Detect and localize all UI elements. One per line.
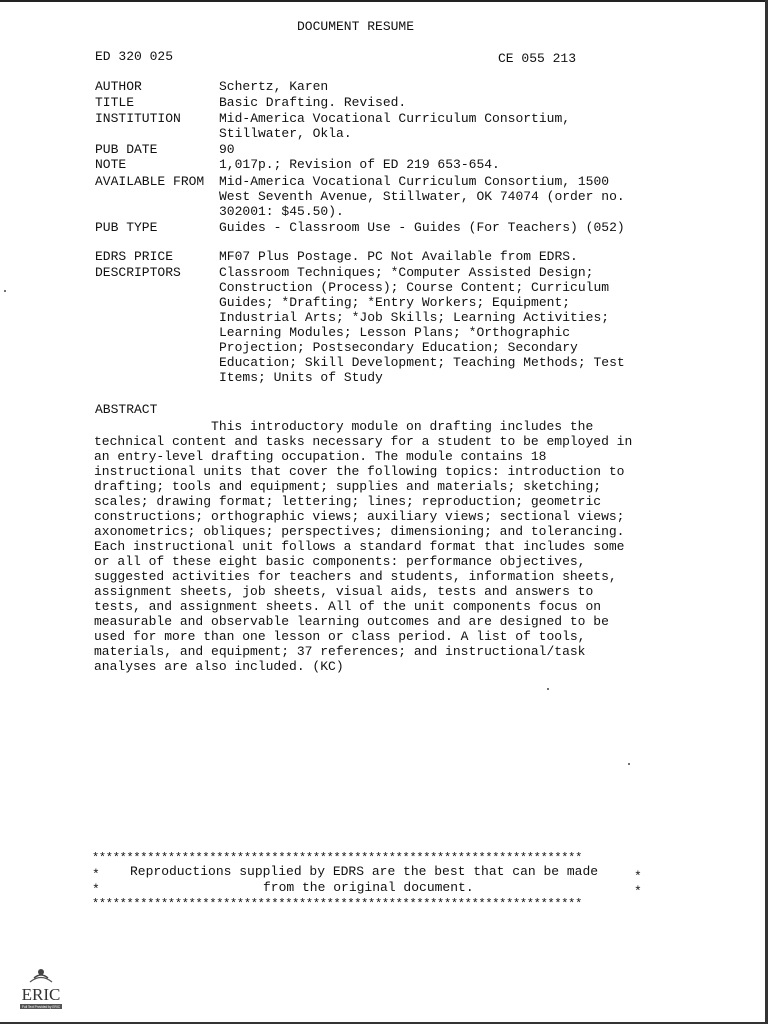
meta-label: NOTE (95, 157, 127, 172)
abstract-line: axonometrics; obliques; perspectives; dimensioning; and tolerancing. (94, 524, 625, 539)
meta-value-line: 90 (219, 142, 235, 157)
ed-number: ED 320 025 (95, 49, 174, 64)
abstract-line: instructional units that cover the following topics: introduction to (94, 464, 625, 479)
star-rule-top: *********************************************************************** (92, 851, 582, 865)
meta-value (219, 95, 406, 110)
scan-speck (4, 290, 6, 292)
abstract-line: Each instructional unit follows a standard format that includes some (94, 539, 625, 554)
scan-speck (547, 688, 549, 690)
star-left-2: * (92, 882, 100, 897)
meta-value-line: Projection; Postsecondary Education; Secondary (219, 340, 578, 355)
reproduction-notice-line-2: from the original document. (263, 880, 474, 895)
abstract-text (94, 419, 654, 674)
meta-value-line: Stillwater, Okla. (219, 126, 352, 141)
meta-label: PUB DATE (95, 142, 158, 157)
meta-value (219, 174, 625, 219)
star-right-2: * (634, 884, 642, 899)
meta-value (219, 249, 578, 264)
abstract-line: used for more than one lesson or class period. A list of tools, (94, 629, 586, 644)
meta-value-line: Guides - Classroom Use - Guides (For Teachers) (052) (219, 220, 625, 235)
meta-label: PUB TYPE (95, 220, 158, 235)
meta-value (219, 111, 570, 141)
ce-number: CE 055 213 (498, 51, 577, 66)
scan-speck (628, 763, 630, 765)
meta-value-line: Guides; *Drafting; *Entry Workers; Equipment; (219, 295, 571, 310)
abstract-line: assignment sheets, job sheets, visual aids, tests and answers to (94, 584, 594, 599)
star-rule-bottom: *********************************************************************** (92, 897, 582, 911)
meta-value (219, 157, 500, 172)
abstract-line: tests, and assignment sheets. All of the unit components focus on (94, 599, 602, 614)
meta-value-line: Construction (Process); Course Content; Curriculum (219, 280, 610, 295)
meta-value-line: Mid-America Vocational Curriculum Consortium, 1500 (219, 174, 610, 189)
meta-value (219, 79, 328, 94)
abstract-line: measurable and observable learning outcomes and are designed to be (94, 614, 609, 629)
meta-label: INSTITUTION (95, 111, 181, 126)
abstract-line: technical content and tasks necessary for a student to be employed in (94, 434, 633, 449)
meta-value-line: Items; Units of Study (219, 370, 383, 385)
meta-value-line: 302001: $45.50). (219, 204, 344, 219)
abstract-line: suggested activities for teachers and students, information sheets, (94, 569, 617, 584)
meta-value (219, 142, 235, 157)
eric-logo-text: ERIC (21, 985, 61, 1004)
meta-value-line: Basic Drafting. Revised. (219, 95, 407, 110)
abstract-label: ABSTRACT (95, 402, 158, 417)
abstract-line: an entry-level drafting occupation. The module contains 18 (94, 449, 547, 464)
meta-label: EDRS PRICE (95, 249, 174, 264)
meta-value-line: 1,017p.; Revision of ED 219 653-654. (219, 157, 500, 172)
eric-logo (12, 964, 70, 1012)
abstract-line: scales; drawing format; lettering; lines; reproduction; geometric (94, 494, 602, 509)
abstract-line: materials, and equipment; 37 references; and instructional/task (94, 644, 586, 659)
abstract-line: constructions; orthographic views; auxiliary views; sectional views; (94, 509, 625, 524)
scan-top-edge (0, 0, 768, 2)
star-left-1: * (92, 867, 100, 882)
meta-value-line: Education; Skill Development; Teaching Methods; Test (219, 355, 625, 370)
meta-value-line: Industrial Arts; *Job Skills; Learning Activities; (219, 310, 610, 325)
abstract-line: analyses are also included. (KC) (94, 659, 344, 674)
meta-label: DESCRIPTORS (95, 265, 181, 280)
meta-value-line: Classroom Techniques; *Computer Assisted Design; (219, 265, 594, 280)
document-title: DOCUMENT RESUME (297, 19, 415, 34)
meta-label: TITLE (95, 95, 135, 110)
abstract-line: or all of these eight basic components: performance objectives, (94, 554, 586, 569)
meta-label: AVAILABLE FROM (95, 174, 205, 189)
abstract-line: drafting; tools and equipment; supplies and materials; sketching; (94, 479, 602, 494)
meta-value-line: Mid-America Vocational Curriculum Consortium, (219, 111, 571, 126)
abstract-line: This introductory module on drafting includes the (94, 419, 594, 434)
meta-label: AUTHOR (95, 79, 142, 94)
meta-value-line: Schertz, Karen (219, 79, 329, 94)
star-right-1: * (634, 869, 642, 884)
reproduction-notice-line-1: Reproductions supplied by EDRS are the best that can be made (130, 864, 599, 879)
meta-value-line: MF07 Plus Postage. PC Not Available from EDRS. (219, 249, 578, 264)
eric-logo-caption: Full Text Provided by ERIC (21, 1005, 61, 1009)
meta-value-line: Learning Modules; Lesson Plans; *Orthographic (219, 325, 571, 340)
meta-value (219, 265, 625, 385)
meta-value-line: West Seventh Avenue, Stillwater, OK 74074 (order no. (219, 189, 625, 204)
meta-value (219, 220, 625, 235)
